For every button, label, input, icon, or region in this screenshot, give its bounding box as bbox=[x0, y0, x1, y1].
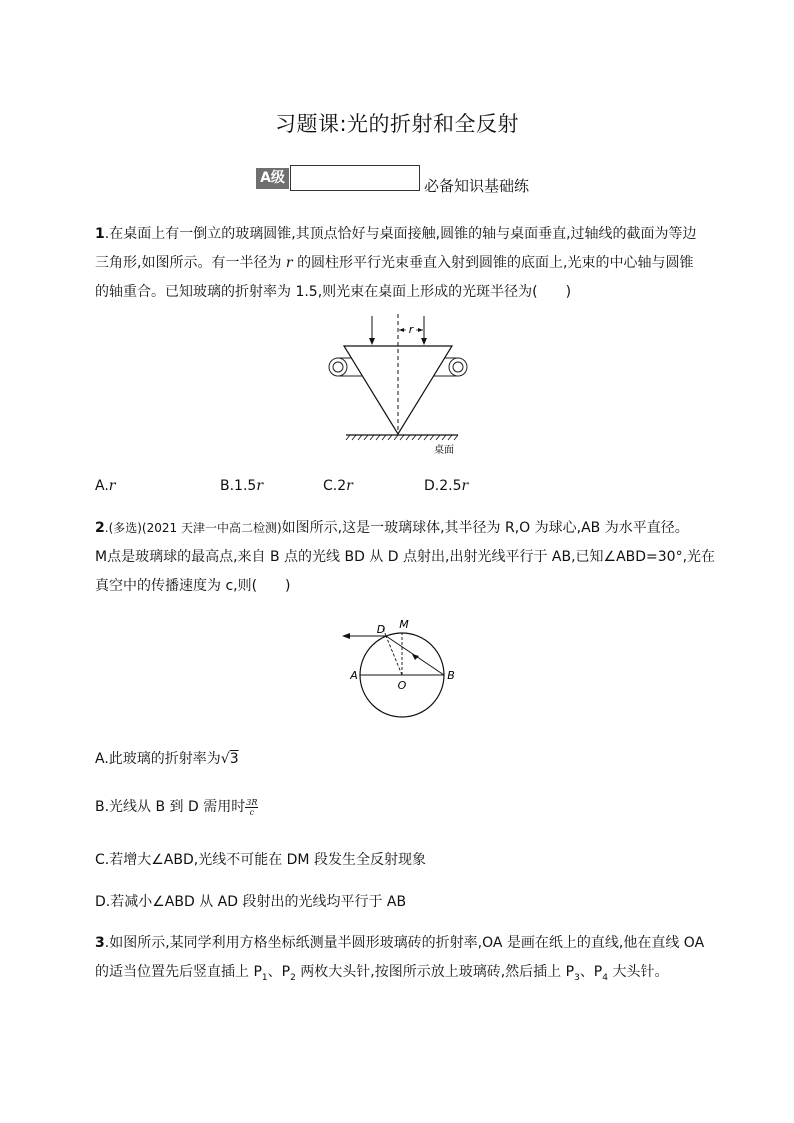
sqrt-value: 3 bbox=[229, 751, 239, 767]
table-label: 桌面 bbox=[434, 445, 454, 456]
label-d: D bbox=[376, 623, 386, 636]
label-o: O bbox=[397, 679, 407, 692]
q2-option-c[interactable]: C.若增大∠ABD,光线不可能在 DM 段发生全反射现象 bbox=[95, 852, 426, 868]
q1-option-c[interactable]: C.2r bbox=[323, 478, 353, 494]
q1-option-b[interactable]: B.1.5r bbox=[220, 478, 264, 494]
question-2-number: 2 bbox=[95, 520, 105, 536]
q2-line-3: 真空中的传播速度为 c,则( ) bbox=[95, 578, 291, 594]
q1-var-r: r bbox=[285, 255, 293, 271]
q1-line-3: 的轴重合。已知玻璃的折射率为 1.5,则光束在桌面上形成的光斑半径为( ) bbox=[95, 284, 572, 300]
question-2-text bbox=[95, 514, 716, 601]
q2-line-2: M点是玻璃球的最高点,来自 B 点的光线 BD 从 D 点射出,出射光线平行于 AB,已知∠ABD=30°,光在 bbox=[95, 549, 716, 565]
level-badge: A级 bbox=[256, 168, 289, 189]
label-m: M bbox=[399, 618, 409, 631]
q1-line-1: .在桌面上有一倒立的玻璃圆锥,其顶点恰好与桌面接触,圆锥的轴与桌面垂直,过轴线的截面为等边 bbox=[104, 226, 697, 242]
sphere-figure bbox=[334, 614, 464, 724]
q2-line-1: 如图所示,这是一玻璃球体,其半径为 R,O 为球心,AB 为水平直径。 bbox=[281, 520, 689, 536]
label-b: B bbox=[447, 669, 455, 682]
page-title: 习题课:光的折射和全反射 bbox=[274, 112, 520, 136]
q2-option-a[interactable]: A.此玻璃的折射率为√3 bbox=[95, 751, 239, 767]
time-fraction: $\frac{3R}{c}$ bbox=[246, 797, 258, 817]
level-blank-box bbox=[290, 165, 420, 191]
q1-option-a[interactable]: A.r bbox=[95, 478, 116, 494]
question-1-text bbox=[95, 220, 700, 307]
sqrt-symbol: √ bbox=[220, 751, 230, 767]
q3-line-1: .如图所示,某同学利用方格坐标纸测量半圆形玻璃砖的折射率,OA 是画在纸上的直线,他在直线 OA bbox=[104, 935, 705, 951]
cone-figure bbox=[320, 312, 480, 460]
r-label: r bbox=[408, 323, 414, 336]
q1-line-2b: 的圆柱形平行光束垂直入射到圆锥的底面上,光束的中心轴与圆锥 bbox=[297, 255, 694, 271]
level-label: 必备知识基础练 bbox=[424, 177, 530, 195]
q2-option-b[interactable]: B.光线从 B 到 D 需用时 $\frac{3R}{c}$ bbox=[95, 797, 258, 817]
question-3-text: 3.如图所示,某同学利用方格坐标纸测量半圆形玻璃砖的折射率,OA 是画在纸上的直线,他在直线 OA 的适当位置先后竖直插上 $P_1$、$P_2$ 两枚大头针,按图所示放上玻璃砖,然后插上 $P_3$、$P_4$ 大头针。 bbox=[95, 935, 705, 983]
label-a: A bbox=[350, 669, 358, 682]
question-3-number: 3 bbox=[95, 935, 105, 951]
q1-line-2a: 三角形,如图所示。有一半径为 bbox=[95, 255, 282, 271]
q2-tag: .(多选)(2021 天津一中高二检测) bbox=[104, 521, 282, 535]
q1-option-d[interactable]: D.2.5r bbox=[424, 478, 469, 494]
q2-option-d[interactable]: D.若减小∠ABD 从 AD 段射出的光线均平行于 AB bbox=[95, 894, 407, 910]
question-1-number: 1 bbox=[95, 226, 105, 242]
